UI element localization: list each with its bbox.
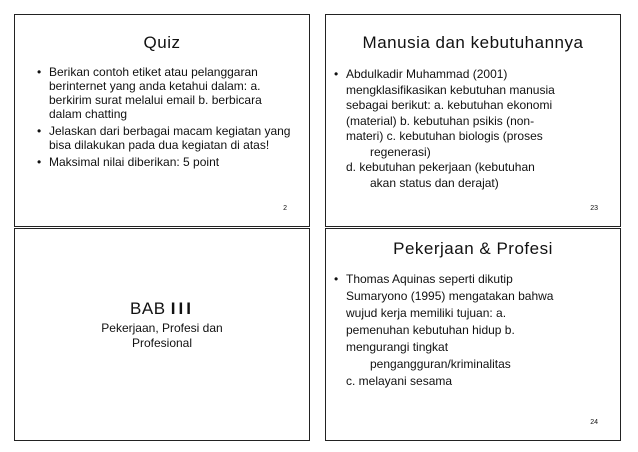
slide-bab-title bbox=[14, 228, 310, 441]
chapter-numeral: III bbox=[170, 299, 194, 318]
body-line: (material) b. kebutuhan psikis (non- bbox=[346, 113, 535, 128]
body-line: c. melayani sesama bbox=[346, 374, 453, 388]
body-line: pemenuhan kebutuhan hidup b. bbox=[346, 323, 515, 337]
body-line: d. kebutuhan pekerjaan (kebutuhan bbox=[346, 160, 535, 174]
page-number: 2 bbox=[283, 205, 287, 212]
body-line: pengangguran/kriminalitas bbox=[370, 357, 511, 371]
body-line: mengurangi tingkat bbox=[346, 340, 449, 354]
chapter-subtitle-line: Profesional bbox=[131, 336, 193, 350]
body-line: akan status dan derajat) bbox=[370, 175, 499, 190]
body-line: • Thomas Aquinas seperti dikutip bbox=[334, 271, 553, 288]
bullet-list bbox=[37, 65, 295, 172]
body-line: materi) c. kebutuhan biologis (proses bbox=[346, 129, 543, 143]
body-line: regenerasi) bbox=[370, 144, 431, 159]
chapter-heading bbox=[15, 299, 309, 351]
chapter-subtitle-line: Pekerjaan, Profesi dan bbox=[101, 321, 223, 335]
page-number: 23 bbox=[590, 205, 598, 212]
chapter-title bbox=[15, 299, 309, 319]
slide-title: Manusia dan kebutuhannya bbox=[362, 33, 584, 52]
body-line: sebagai berikut: a. kebutuhan ekonomi bbox=[346, 98, 553, 112]
body-line: • Abdulkadir Muhammad (2001) bbox=[334, 67, 555, 83]
bullet-item: • Jelaskan dari berbagai macam kegiatan yang bisa dilakukan pada dua kegiatan di atas! bbox=[37, 124, 295, 152]
body-line: wujud kerja memiliki tujuan: a. bbox=[346, 306, 507, 320]
bullet-item: • Berikan contoh etiket atau pelanggaran berinternet yang anda ketahui dalam: a. berkirim surat melalui email b. berbicara dalam chatting bbox=[37, 65, 295, 121]
chapter-prefix: BAB bbox=[130, 299, 166, 318]
slide-title: Quiz bbox=[143, 33, 181, 52]
body-line: Sumaryono (1995) mengatakan bahwa bbox=[346, 289, 554, 303]
slide-quiz bbox=[14, 14, 310, 227]
slide-body bbox=[334, 67, 555, 191]
slide-pekerjaan-profesi bbox=[325, 228, 621, 441]
chapter-subtitle bbox=[15, 321, 309, 351]
page-number: 24 bbox=[590, 419, 598, 426]
slide-title: Pekerjaan & Profesi bbox=[393, 239, 553, 258]
slide-body bbox=[334, 271, 553, 390]
slide-manusia-kebutuhan bbox=[325, 14, 621, 227]
body-line: mengklasifikasikan kebutuhan manusia bbox=[346, 82, 555, 97]
bullet-item: • Maksimal nilai diberikan: 5 point bbox=[37, 155, 295, 169]
